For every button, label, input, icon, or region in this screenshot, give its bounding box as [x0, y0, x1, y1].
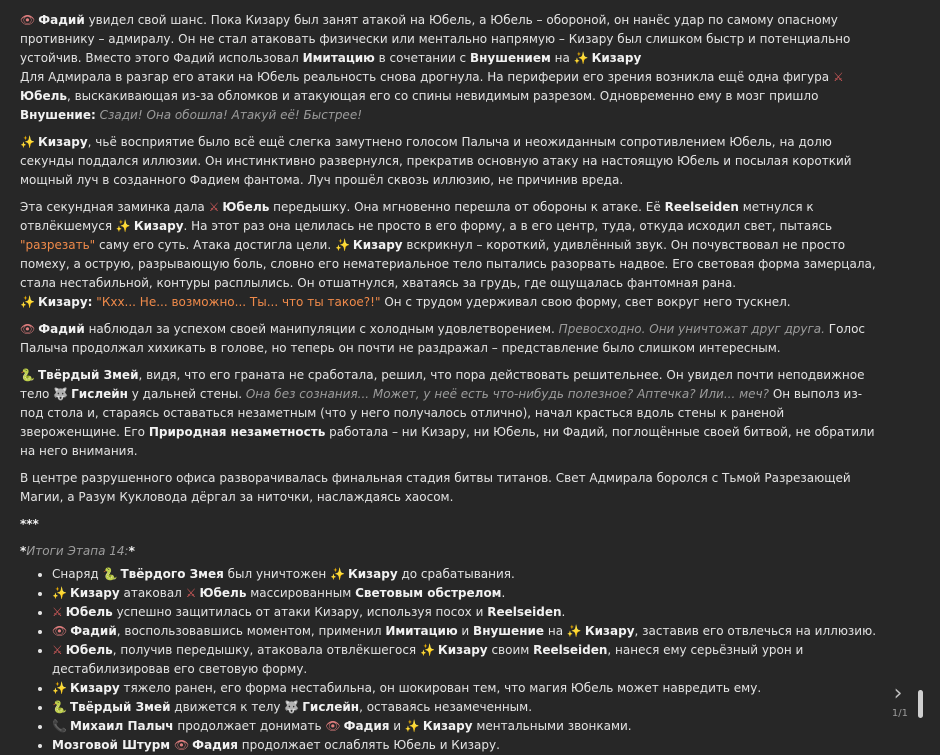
list-item: • ✨ Кизару атаковал ⚔ Юбель массированным Световым обстрелом.	[52, 584, 880, 603]
sparkle-icon: ✨	[52, 586, 67, 600]
paragraph-5: 🐍 Твёрдый Змей, видя, что его граната не сработала, решил, что пора действовать решительнее. Он увидел почти неподвижное тело 🐺 Гислейн у дальней стены. Она без сознания... Может, у неё есть что-нибудь полезное? Аптечка? Или... меч? Он выполз из-под стола и, стараясь оставаться незаметным (что у него получалось отлично), начал красться вдоль стены к раненой звероженщине. Его Природная незаметность работала – ни Кизару, ни Юбель, ни Фадий, поглощённые своей битвой, не обратили на него внимания.	[20, 368, 875, 458]
eye-icon: 👁	[173, 738, 190, 752]
name-gislein: Гислейн	[71, 387, 128, 401]
crossed-swords-icon: ⚔	[52, 643, 63, 657]
list-item: • 🐍 Твёрдый Змей движется к телу 🐺 Гислейн, оставаясь незамеченным.	[52, 698, 880, 717]
paragraph-6: В центре разрушенного офиса разворачивалась финальная стадия битвы титанов. Свет Адмирала боролся с Тьмой Разрезающей Магии, а Разум Кукловода дёргал за ниточки, наслаждаясь хаосом.	[20, 471, 851, 504]
name-fadiy: Фадий	[38, 322, 85, 336]
list-item: • ✨ Кизару тяжело ранен, его форма нестабильна, он шокирован тем, что магия Юбель может навредить ему.	[52, 679, 880, 698]
message-content	[20, 11, 880, 755]
sparkle-icon: ✨	[330, 567, 345, 581]
list-item: • Мозговой Штурм 👁 Фадия продолжает ослаблять Юбель и Кизару.	[52, 736, 880, 755]
paragraph-3: Эта секундная заминка дала ⚔ Юбель передышку. Она мгновенно перешла от обороны к атаке. Её Reelseiden метнулся к отвлёкшемуся ✨ Кизару. На этот раз она целилась не просто в его форму, а в его центр, туда, откуда исходил свет, пытаясь "разрезать" саму его суть. Атака достигла цели. ✨ Кизару вскрикнул – короткий, удивлённый звук. Он почувствовал не просто помеху, а острую, разрывающую боль, словно его нематериальное тело пытались разорвать надвое. Его световая форма замерцала, стала нестабильной, контуры расплылись. Он отшатнулся, хватаясь за грудь, где ощущалась фантомная рана. ✨ Кизару: "Кхх... Не... возможно... Ты... что ты такое?!" Он с трудом удерживал свою форму, свет вокруг него тускнел.	[20, 198, 880, 312]
page-counter: 1/1	[891, 708, 908, 719]
next-page-button[interactable]: ›	[893, 681, 903, 706]
sparkle-icon: ✨	[566, 624, 582, 638]
scrollbar-thumb[interactable]	[918, 690, 923, 718]
crossed-swords-icon: ⚔	[185, 586, 197, 600]
sparkle-icon: ✨	[115, 219, 131, 233]
name-yubel: Юбель	[20, 89, 67, 103]
name-kizaru: Кизару	[133, 219, 184, 233]
name-snake: Твёрдый Змей	[37, 368, 139, 382]
inner-thought: Она без сознания... Может, у неё есть что-нибудь полезное? Аптечка? Или... меч?	[245, 387, 769, 401]
eye-icon: 👁	[52, 624, 68, 638]
separator: ***	[20, 517, 39, 531]
sparkle-icon: ✨	[20, 295, 35, 309]
wolf-icon: 🐺	[284, 700, 300, 714]
list-item: • ⚔ Юбель успешно защитилась от атаки Кизару, используя посох и Reelseiden.	[52, 603, 880, 622]
name-kizaru: Кизару	[591, 51, 642, 65]
phone-icon: 📞	[52, 719, 67, 733]
inner-thought: Сзади! Она обошла! Атакуй её! Быстрее!	[99, 108, 363, 122]
crossed-swords-icon: ⚔	[832, 70, 844, 84]
paragraph-2: ✨ Кизару, чьё восприятие было всё ещё слегка замутнено голосом Палыча и неожиданным сопротивлением Юбель, на долю секунды поддался иллюзии. Он инстинктивно развернулся, прекратив основную атаку на настоящую Юбель и посылая короткий мощный луч в созданного Фадием фантома. Луч прошёл сквозь иллюзию, не причинив вреда.	[20, 135, 852, 187]
inner-thought: Превосходно. Они уничтожат друг друга.	[558, 322, 825, 336]
eye-icon: 👁	[20, 322, 36, 336]
eye-icon: 👁	[325, 719, 341, 733]
list-item: • 📞 Михаил Палыч продолжает донимать 👁 Фадия и ✨ Кизару ментальными звонками.	[52, 717, 880, 736]
list-item: • Снаряд 🐍 Твёрдого Змея был уничтожен ✨ Кизару до срабатывания.	[52, 565, 880, 584]
sparkle-icon: ✨	[334, 238, 350, 252]
sparkle-icon: ✨	[573, 51, 589, 65]
name-fadiy: Фадий	[38, 13, 85, 27]
snake-icon: 🐍	[102, 567, 118, 581]
quoted-speech: "Кхх... Не... возможно... Ты... что ты такое?!"	[96, 295, 381, 309]
crossed-swords-icon: ⚔	[208, 200, 220, 214]
list-item: • ⚔ Юбель, получив передышку, атаковала отвлёкшегося ✨ Кизару своим Reelseiden, нанеся ему серьёзный урон и дестабилизировав его световую форму.	[52, 641, 880, 679]
snake-icon: 🐍	[52, 700, 67, 714]
list-item: • 👁 Фадий, воспользовавшись моментом, применил Имитацию и Внушение на ✨ Кизару, заставив его отвлечься на иллюзию.	[52, 622, 880, 641]
cutoff-previous-line	[20, 2, 880, 8]
paragraph-4: 👁 Фадий наблюдал за успехом своей манипуляции с холодным удовлетворением. Превосходно. Они уничтожат друг друга. Голос Палыча продолжал хихикать в голове, но теперь он почти не раздражал – представление было слишком интересным.	[20, 322, 866, 355]
crossed-swords-icon: ⚔	[52, 605, 63, 619]
sparkle-icon: ✨	[52, 681, 67, 695]
quoted-speech: "разрезать"	[20, 238, 96, 252]
name-yubel: Юбель	[222, 200, 270, 214]
sparkle-icon: ✨	[20, 135, 35, 149]
wolf-icon: 🐺	[53, 387, 69, 401]
name-kizaru: Кизару	[37, 135, 88, 149]
name-kizaru: Кизару	[37, 295, 88, 309]
sparkle-icon: ✨	[419, 643, 435, 657]
summary-heading: *Итоги Этапа 14:*	[20, 544, 135, 558]
name-kizaru: Кизару	[352, 238, 403, 252]
summary-list	[20, 565, 880, 755]
paragraph-1: 👁 Фадий увидел свой шанс. Пока Кизару был занят атакой на Юбель, а Юбель – обороной, он нанёс удар по самому опасному противнику – адмиралу. Он не стал атаковать физически или ментально напрямую – Кизару был слишком быстр и потенциально устойчив. Вместо этого Фадий использовал Имитацию в сочетании с Внушением на ✨ Кизару Для Адмирала в разгар его атаки на Юбель реальность снова дрогнула. На периферии его зрения возникла ещё одна фигура ⚔Юбель, выскакивающая из-за обломков и атакующая его со спины невидимым разрезом. Одновременно ему в мозг пришло Внушение: Сзади! Она обошла! Атакуй её! Быстрее!	[20, 13, 851, 122]
eye-icon: 👁	[20, 13, 36, 27]
snake-icon: 🐍	[20, 368, 35, 382]
sparkle-icon: ✨	[404, 719, 420, 733]
